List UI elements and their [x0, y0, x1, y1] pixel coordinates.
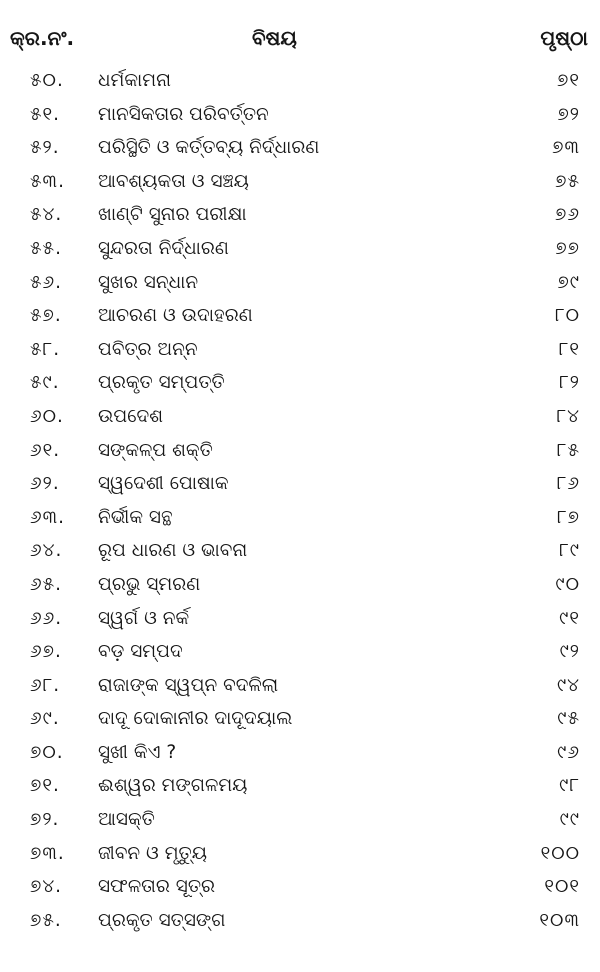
- page-number-heading: ପୃଷ୍ଠା: [540, 26, 588, 50]
- toc-entry: [0, 333, 600, 367]
- entry-title: ପବିତ୍ର ଅନ୍ନ: [98, 338, 198, 360]
- entry-title: ଈଶ୍ୱର ମଙ୍ଗଳମୟ: [98, 775, 248, 797]
- entry-page-number: ୭୯: [557, 271, 580, 293]
- toc-entry: [0, 266, 600, 300]
- entry-title: ବଡ଼ ସମ୍ପଦ: [98, 641, 183, 663]
- entry-title: ଧର୍ମକାମନା: [98, 70, 171, 91]
- entry-title: ଆସକ୍ତି: [98, 809, 155, 831]
- entry-number: ୫୯.: [30, 372, 60, 394]
- entry-page-number: ୯୮: [559, 775, 580, 797]
- subject-heading: ବିଷୟ: [252, 26, 297, 50]
- toc-list: [0, 64, 600, 937]
- entry-title: ପ୍ରକୃତ ସତ୍‌ସଙ୍ଗ: [98, 909, 226, 931]
- entry-title: ଜୀବନ ଓ ମୃତ୍ୟୁ: [98, 842, 207, 864]
- toc-entry: [0, 501, 600, 535]
- toc-entry: [0, 232, 600, 266]
- toc-entry: [0, 635, 600, 669]
- entry-number: ୫୨.: [30, 137, 60, 159]
- toc-entry: [0, 198, 600, 232]
- toc-entry: [0, 366, 600, 400]
- entry-page-number: ୧୦୧: [544, 876, 580, 898]
- entry-number: ୭୦.: [30, 741, 64, 763]
- entry-title: ମାନସିକତାର ପରିବର୍ତ୍ତନ: [98, 103, 269, 125]
- entry-number: ୫୮.: [30, 338, 61, 360]
- entry-title: ସୁନ୍ଦରତା ନିର୍ଦ୍ଧାରଣ: [98, 237, 229, 259]
- toc-entry: [0, 669, 600, 703]
- entry-title: ଆଚରଣ ଓ ଉଦାହରଣ: [98, 305, 253, 327]
- toc-entry: [0, 736, 600, 770]
- entry-number: ୭୩.: [30, 842, 65, 864]
- entry-number: ୬୭.: [30, 641, 62, 663]
- toc-entry: [0, 702, 600, 736]
- toc-entry: [0, 434, 600, 468]
- entry-number: ୭୫.: [30, 909, 62, 931]
- entry-number: ୭୨.: [30, 809, 60, 831]
- entry-page-number: ୯୫: [557, 708, 580, 730]
- entry-number: ୫୫.: [30, 237, 62, 259]
- entry-number: ୫୦.: [30, 70, 64, 91]
- entry-page-number: ୭୬: [555, 204, 580, 226]
- entry-title: ଆବଶ୍ୟକତା ଓ ସଞ୍ଚୟ: [98, 170, 249, 192]
- entry-title: ସୁଖୀ କିଏ ?: [98, 741, 177, 763]
- entry-title: ପ୍ରକୃତ ସମ୍ପତ୍ତି: [98, 372, 225, 394]
- toc-entry: [0, 602, 600, 636]
- entry-title: ସ୍ୱଦେଶୀ ପୋଷାକ: [98, 473, 229, 495]
- entry-number: ୬୩.: [30, 506, 66, 528]
- entry-number: ୭୪.: [30, 876, 63, 898]
- entry-number: ୫୧.: [30, 103, 61, 125]
- entry-page-number: ୧୦୩: [539, 909, 580, 931]
- entry-number: ୬୧.: [30, 439, 61, 461]
- entry-page-number: ୯୨: [559, 641, 580, 663]
- toc-entry: [0, 904, 600, 938]
- entry-page-number: ୯୯: [559, 809, 580, 831]
- toc-entry: [0, 534, 600, 568]
- entry-page-number: ୭୧: [557, 70, 580, 91]
- entry-title: ଉପଦେଶ: [98, 405, 164, 427]
- toc-entry: [0, 769, 600, 803]
- serial-number-heading: କ୍ର.ନଂ.: [10, 26, 75, 50]
- toc-entry: [0, 131, 600, 165]
- toc-entry: [0, 64, 600, 98]
- entry-title: ରୂପ ଧାରଣ ଓ ଭାବନା: [98, 540, 248, 562]
- entry-page-number: ୯୦: [555, 573, 580, 595]
- entry-page-number: ୮୯: [559, 540, 580, 562]
- entry-title: ସଙ୍କଳ୍ପ ଶକ୍ତି: [98, 439, 213, 461]
- entry-title: ପ୍ରଭୁ ସ୍ମରଣ: [98, 573, 201, 595]
- entry-page-number: ୯୬: [557, 741, 580, 763]
- entry-page-number: ୮୨: [559, 372, 580, 394]
- entry-title: ଦାଦୂ ଦୋକାନୀର ଦାଦୂଦୟାଲ: [98, 708, 293, 730]
- entry-page-number: ୯୪: [556, 674, 580, 696]
- entry-page-number: ୮୭: [557, 506, 580, 528]
- toc-entry: [0, 299, 600, 333]
- entry-page-number: ୮୦: [554, 305, 580, 327]
- entry-page-number: ୮୫: [556, 439, 580, 461]
- entry-title: ନିର୍ଭୀକ ସନ୍ଥ: [98, 506, 173, 528]
- toc-entry: [0, 870, 600, 904]
- entry-number: ୫୬.: [30, 271, 63, 293]
- toc-entry: [0, 467, 600, 501]
- toc-entry: [0, 803, 600, 837]
- entry-number: ୬୯.: [30, 708, 60, 730]
- entry-number: ୬୬.: [30, 607, 63, 629]
- entry-title: ରାଜାଙ୍କ ସ୍ୱପ୍ନ ବଦଳିଲା: [98, 674, 279, 696]
- entry-number: ୬୪.: [30, 540, 63, 562]
- entry-page-number: ୮୧: [558, 338, 580, 360]
- entry-title: ସ୍ୱର୍ଗ ଓ ନର୍କ: [98, 607, 190, 629]
- entry-page-number: ୭୭: [555, 237, 580, 259]
- toc-header: [0, 26, 600, 60]
- toc-entry: [0, 400, 600, 434]
- entry-page-number: ୮୬: [556, 473, 580, 495]
- toc-entry: [0, 98, 600, 132]
- entry-number: ୭୧.: [30, 775, 60, 797]
- entry-number: ୫୪.: [30, 204, 63, 226]
- entry-number: ୬୦.: [30, 405, 64, 427]
- entry-number: ୬୨.: [30, 473, 60, 495]
- entry-page-number: ୯୧: [559, 607, 580, 629]
- toc-entry: [0, 568, 600, 602]
- entry-page-number: ୧୦୦: [540, 842, 580, 864]
- entry-number: ୬୮.: [30, 674, 61, 696]
- toc-entry: [0, 837, 600, 871]
- toc-entry: [0, 165, 600, 199]
- entry-page-number: ୮୪: [556, 405, 580, 427]
- entry-number: ୫୩.: [30, 170, 65, 192]
- entry-page-number: ୭୩: [552, 137, 580, 159]
- entry-title: ସଫଳତାର ସୂତ୍ର: [98, 876, 216, 898]
- entry-page-number: ୭୨: [557, 103, 580, 125]
- entry-number: ୫୭.: [30, 305, 62, 327]
- entry-title: ପରିସ୍ଥିତି ଓ କର୍ତ୍ତବ୍ୟ ନିର୍ଦ୍ଧାରଣ: [98, 137, 320, 159]
- entry-number: ୬୫.: [30, 573, 63, 595]
- entry-title: ଖାଣ୍ଟି ସୁନାର ପରୀକ୍ଷା: [98, 204, 247, 226]
- entry-page-number: ୭୫: [555, 170, 580, 192]
- entry-title: ସୁଖର ସନ୍ଧାନ: [98, 271, 199, 293]
